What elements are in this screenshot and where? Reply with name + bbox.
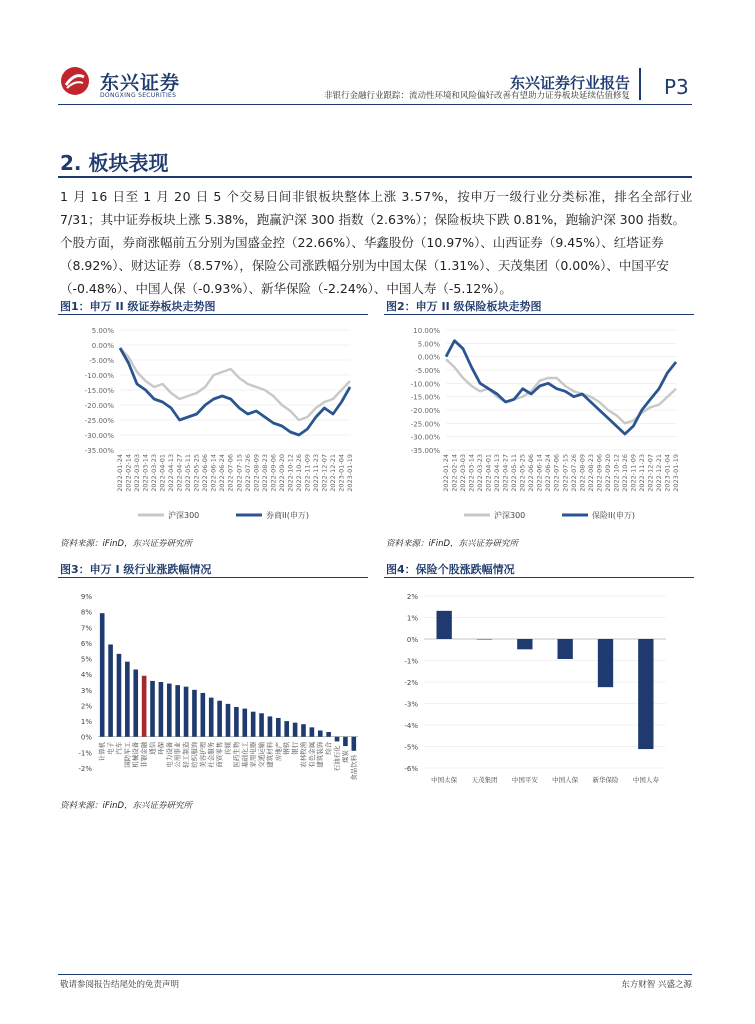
fig2-source: 资料来源：iFinD，东兴证券研究所 xyxy=(386,539,519,549)
y-tick-label: -15.00% xyxy=(84,387,114,395)
x-tick-label: 有色金属 xyxy=(307,741,316,768)
y-tick-label: -5.00% xyxy=(89,357,114,365)
y-tick-label: -1% xyxy=(404,657,418,666)
fig1-rule xyxy=(58,314,368,315)
footer-rule xyxy=(58,974,692,975)
y-tick-label: 10.00% xyxy=(413,327,440,335)
x-tick-label: 2022-01-24 xyxy=(116,454,124,492)
legend-label: 券商II(申万) xyxy=(266,511,309,520)
x-tick-label: 2022-03-03 xyxy=(133,454,142,492)
fig4-title: 图4：保险个股涨跌幅情况 xyxy=(386,563,515,576)
x-tick-label: 公用事业 xyxy=(173,741,182,768)
bar xyxy=(318,730,323,736)
x-tick-label: 2022-09-20 xyxy=(603,454,612,492)
y-tick-label: -1% xyxy=(78,749,92,758)
y-tick-label: -5.00% xyxy=(415,367,440,375)
y-tick-label: -2% xyxy=(404,679,418,687)
paragraph-line: （-0.48%）、中国人保（-0.93%）、新华保险（-2.24%）、中国人寿（-5.12%）。 xyxy=(60,281,512,296)
footer-disclaimer: 敬请参阅报告结尾处的免责声明 xyxy=(60,980,180,990)
x-tick-label: 中国人保 xyxy=(552,776,579,784)
x-tick-label: 2022-03-14 xyxy=(141,454,150,492)
section-paragraph xyxy=(60,185,696,300)
bar xyxy=(251,712,256,737)
x-tick-label: 2022-06-14 xyxy=(535,454,544,492)
x-tick-label: 中国平安 xyxy=(511,776,538,784)
legend-label: 沪深300 xyxy=(168,511,200,520)
x-tick-label: 传媒 xyxy=(224,741,232,755)
bar xyxy=(108,644,113,736)
series-line xyxy=(446,341,676,434)
y-tick-label: -20.00% xyxy=(410,407,440,415)
paragraph-line: 1 月 16 日至 1 月 20 日 5 个交易日间非银板块整体上涨 3.57%，按申万一级行业分类标准，排名全部行业 xyxy=(60,189,694,204)
bar xyxy=(125,662,130,737)
series-line xyxy=(120,348,350,420)
y-tick-label: 9% xyxy=(80,593,92,601)
bar xyxy=(598,639,613,687)
x-tick-label: 2022-12-07 xyxy=(646,454,655,492)
bar xyxy=(326,732,331,737)
x-tick-label: 中国人寿 xyxy=(632,776,659,784)
y-tick-label: 1% xyxy=(406,614,418,623)
y-tick-label: -20.00% xyxy=(84,402,114,410)
report-title: 东兴证券行业报告 xyxy=(509,74,630,92)
y-tick-label: -25.00% xyxy=(84,417,114,425)
y-tick-label: 1% xyxy=(80,718,92,727)
bar xyxy=(268,716,273,736)
x-tick-label: 国防军工 xyxy=(123,741,132,768)
report-subtitle: 非银行金融行业跟踪：流动性环境和风险偏好改善有望助力证券板块延续估值修复 xyxy=(323,91,630,101)
bar xyxy=(477,639,492,640)
x-tick-label: 非银金融 xyxy=(140,741,149,768)
x-tick-label: 煤炭 xyxy=(341,750,350,764)
header-divider xyxy=(639,68,641,100)
x-tick-label: 2022-07-26 xyxy=(243,454,252,492)
fig1-title: 图1：申万 II 级证券板块走势图 xyxy=(60,300,216,313)
bar xyxy=(167,684,172,737)
x-tick-label: 社会服务 xyxy=(207,741,216,768)
y-tick-label: 0% xyxy=(406,636,418,644)
x-tick-label: 2022-05-11 xyxy=(510,454,519,492)
y-tick-label: 5.00% xyxy=(417,340,440,349)
bar xyxy=(284,721,289,737)
fig3-source: 资料来源：iFinD，东兴证券研究所 xyxy=(60,801,193,811)
y-tick-label: 2% xyxy=(406,593,418,601)
x-tick-label: 2022-08-23 xyxy=(260,454,269,492)
y-tick-label: -30.00% xyxy=(410,433,440,442)
x-tick-label: 2022-06-06 xyxy=(201,454,210,492)
y-tick-label: 4% xyxy=(80,671,92,680)
x-tick-label: 2023-01-19 xyxy=(346,454,354,492)
y-tick-label: -2% xyxy=(78,765,92,773)
bar xyxy=(259,713,264,736)
bar xyxy=(209,698,214,737)
bar xyxy=(217,701,222,737)
x-tick-label: 纺织服饰 xyxy=(190,741,199,768)
x-tick-label: 农林牧渔 xyxy=(299,741,308,768)
x-tick-label: 2022-08-09 xyxy=(252,454,261,492)
y-tick-label: -30.00% xyxy=(84,432,114,440)
fig4-rule xyxy=(384,577,694,578)
bar xyxy=(175,685,180,737)
x-tick-label: 银行 xyxy=(291,741,300,755)
x-tick-label: 2022-10-12 xyxy=(286,454,295,492)
y-tick-label: 5% xyxy=(80,655,92,664)
y-tick-label: -4% xyxy=(404,722,418,730)
bar xyxy=(276,718,281,737)
x-tick-label: 中国太保 xyxy=(431,776,458,784)
chart-industry-returns xyxy=(58,582,368,792)
paragraph-line: 7/31；其中证券板块上涨 5.38%，跑赢沪深 300 指数（2.63%）；保险板块下跌 0.81%，跑输沪深 300 指数。 xyxy=(60,212,686,227)
bar xyxy=(310,727,315,736)
bar xyxy=(117,654,122,737)
bar xyxy=(226,704,231,737)
header-rule xyxy=(58,104,692,105)
y-tick-label: -15.00% xyxy=(410,393,440,402)
fig2-title: 图2：申万 II 级保险板块走势图 xyxy=(386,300,542,313)
x-tick-label: 2022-02-14 xyxy=(124,454,133,492)
x-tick-label: 2022-11-09 xyxy=(629,454,638,492)
company-logo-icon xyxy=(60,66,90,96)
x-tick-label: 2022-07-15 xyxy=(561,454,570,492)
x-tick-label: 基础化工 xyxy=(240,741,249,768)
x-tick-label: 2022-06-24 xyxy=(544,454,553,492)
fig3-rule xyxy=(58,577,368,578)
section-title: 2. 板块表现 xyxy=(60,151,169,175)
fig1-source: 资料来源：iFinD，东兴证券研究所 xyxy=(60,539,193,549)
x-tick-label: 2022-04-01 xyxy=(158,454,167,492)
x-tick-label: 2022-05-25 xyxy=(518,454,527,492)
y-tick-label: 3% xyxy=(80,686,92,695)
x-tick-label: 2022-09-20 xyxy=(277,454,286,492)
bar xyxy=(558,639,573,659)
section-rule xyxy=(58,176,692,178)
x-tick-label: 环保 xyxy=(156,741,165,755)
bar xyxy=(343,737,348,746)
bar xyxy=(242,709,247,737)
x-tick-label: 通信 xyxy=(148,741,157,755)
x-tick-label: 2022-09-06 xyxy=(595,454,604,492)
x-tick-label: 2022-06-24 xyxy=(218,454,227,492)
x-tick-label: 医药生物 xyxy=(232,741,241,768)
legend-label: 保险II(申万) xyxy=(592,511,635,520)
x-tick-label: 2022-08-23 xyxy=(586,454,595,492)
bar xyxy=(150,681,155,737)
bar xyxy=(335,737,340,742)
chart-insurance-stocks xyxy=(384,582,694,792)
x-tick-label: 2022-11-23 xyxy=(637,454,646,492)
x-tick-label: 食品饮料 xyxy=(349,754,358,781)
x-tick-label: 2022-04-27 xyxy=(501,454,510,492)
x-tick-label: 汽车 xyxy=(114,741,123,755)
x-tick-label: 2022-09-06 xyxy=(269,454,278,492)
x-tick-label: 2022-04-27 xyxy=(175,454,184,492)
x-tick-label: 2022-10-26 xyxy=(294,454,303,492)
bar xyxy=(142,676,147,737)
x-tick-label: 天茂集团 xyxy=(471,776,498,784)
x-tick-label: 家用电器 xyxy=(249,741,258,768)
x-tick-label: 2022-02-14 xyxy=(450,454,459,492)
y-tick-label: 6% xyxy=(80,639,92,648)
x-tick-label: 2022-11-23 xyxy=(311,454,320,492)
x-tick-label: 2022-03-14 xyxy=(467,454,476,492)
x-tick-label: 2022-11-09 xyxy=(303,454,312,492)
x-tick-label: 交通运输 xyxy=(257,741,266,768)
x-tick-label: 2022-04-13 xyxy=(493,454,502,492)
bar xyxy=(638,639,653,749)
y-tick-label: -3% xyxy=(404,700,418,709)
x-tick-label: 2022-10-12 xyxy=(612,454,621,492)
x-tick-label: 2022-07-26 xyxy=(569,454,578,492)
y-tick-label: 0.00% xyxy=(417,353,440,362)
chart-insurance-trend xyxy=(384,318,694,528)
x-tick-label: 2023-01-04 xyxy=(337,454,346,492)
x-tick-label: 2022-03-03 xyxy=(459,454,468,492)
fig3-title: 图3：申万 I 级行业涨跌幅情况 xyxy=(60,563,212,576)
bar xyxy=(301,724,306,737)
brand-name-en: DONGXING SECURITIES xyxy=(100,92,177,99)
x-tick-label: 新华保险 xyxy=(592,776,619,784)
x-tick-label: 2022-07-06 xyxy=(552,454,561,492)
x-tick-label: 房地产 xyxy=(274,741,283,762)
x-tick-label: 2022-05-11 xyxy=(184,454,193,492)
x-tick-label: 2022-03-23 xyxy=(150,454,159,492)
bar xyxy=(192,690,197,737)
bar xyxy=(352,737,357,751)
x-tick-label: 2022-06-06 xyxy=(527,454,536,492)
paragraph-line: 个股方面，券商涨幅前五分别为国盛金控（22.66%）、华鑫股份（10.97%）、山西证券（9.45%）、红塔证券 xyxy=(60,235,664,250)
page-number: P3 xyxy=(664,75,689,99)
x-tick-label: 2023-01-19 xyxy=(672,454,680,492)
y-tick-label: -25.00% xyxy=(410,420,440,429)
x-tick-label: 机械设备 xyxy=(131,741,140,768)
x-tick-label: 2022-12-07 xyxy=(320,454,329,492)
x-tick-label: 商贸零售 xyxy=(215,741,224,768)
brand-name: 东兴证券 xyxy=(100,72,181,94)
y-tick-label: -6% xyxy=(404,765,418,773)
x-tick-label: 2022-04-13 xyxy=(167,454,176,492)
x-tick-label: 2022-08-09 xyxy=(578,454,587,492)
x-tick-label: 2022-10-26 xyxy=(620,454,629,492)
x-tick-label: 电子 xyxy=(106,741,115,755)
x-tick-label: 电力设备 xyxy=(165,741,174,768)
y-tick-label: 7% xyxy=(80,624,92,633)
y-tick-label: -10.00% xyxy=(84,372,114,380)
x-tick-label: 钢铁 xyxy=(282,741,291,755)
x-tick-label: 2022-04-01 xyxy=(484,454,493,492)
x-tick-label: 轻工制造 xyxy=(182,741,191,768)
bar xyxy=(437,611,452,639)
y-tick-label: 0.00% xyxy=(91,342,114,350)
y-tick-label: -10.00% xyxy=(410,380,440,389)
bar xyxy=(293,723,298,737)
y-tick-label: -5% xyxy=(404,743,418,752)
x-tick-label: 2022-03-23 xyxy=(476,454,485,492)
bar xyxy=(100,613,105,737)
legend-label: 沪深300 xyxy=(494,511,526,520)
chart-securities-trend xyxy=(58,318,368,528)
y-tick-label: 0% xyxy=(80,733,92,742)
x-tick-label: 建筑材料 xyxy=(265,741,274,768)
y-tick-label: 2% xyxy=(80,702,92,711)
y-tick-label: 5.00% xyxy=(91,327,114,335)
bar xyxy=(517,639,532,649)
x-tick-label: 2023-01-04 xyxy=(663,454,672,492)
x-tick-label: 计算机 xyxy=(98,741,107,762)
y-tick-label: 8% xyxy=(80,608,92,617)
bar xyxy=(159,682,164,737)
bar xyxy=(184,687,189,737)
bar xyxy=(133,669,138,736)
x-tick-label: 2022-12-21 xyxy=(328,454,337,492)
x-tick-label: 2022-01-24 xyxy=(442,454,450,492)
footer-slogan: 东方财智 兴盛之源 xyxy=(621,980,692,990)
y-tick-label: -35.00% xyxy=(84,447,114,455)
x-tick-label: 美容护理 xyxy=(198,741,207,768)
x-tick-label: 建筑装饰 xyxy=(316,741,325,768)
fig2-rule xyxy=(384,314,694,315)
bar xyxy=(201,693,206,737)
x-tick-label: 2022-07-06 xyxy=(226,454,235,492)
x-tick-label: 2022-05-25 xyxy=(192,454,201,492)
series-line xyxy=(120,348,350,435)
y-tick-label: -35.00% xyxy=(410,447,440,455)
x-tick-label: 2022-12-21 xyxy=(654,454,663,492)
bar xyxy=(234,707,239,737)
x-tick-label: 2022-07-15 xyxy=(235,454,244,492)
x-tick-label: 2022-06-14 xyxy=(209,454,218,492)
paragraph-line: （8.92%）、财达证券（8.57%），保险公司涨跌幅分别为中国太保（1.31%）、天茂集团（0.00%）、中国平安 xyxy=(60,258,669,273)
x-tick-label: 综合 xyxy=(324,741,333,755)
x-tick-label: 石油石化 xyxy=(333,745,342,772)
